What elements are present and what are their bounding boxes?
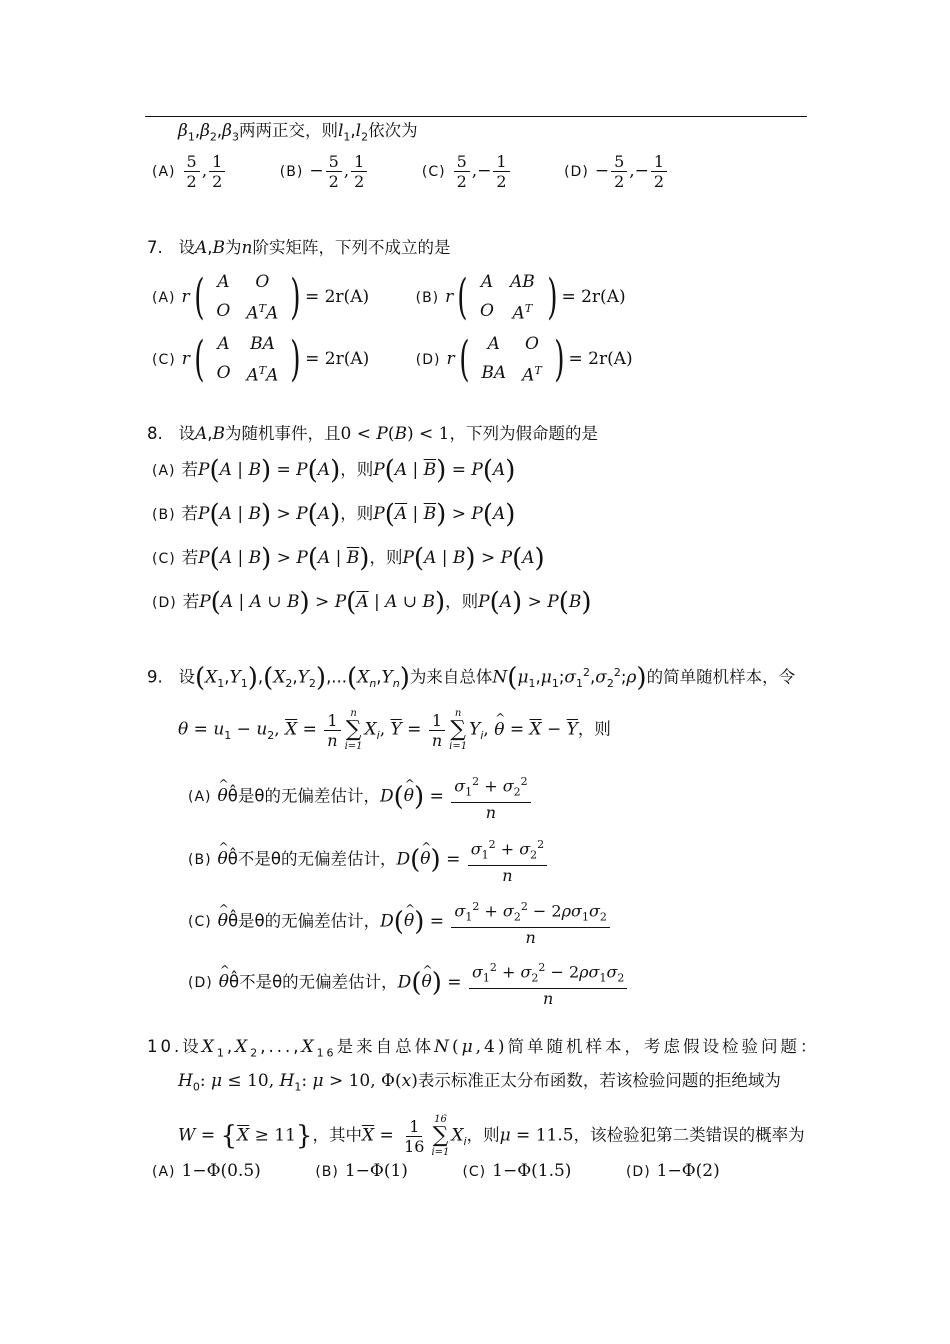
q9-stem: 9. 设$(X_1,Y_1),(X_2,Y_2),...(X_n,Y_n)$为来自总体$N(\mu_1,\mu_1;\sigma_1^2,\sigma_2^2;\rho)$的简单随机样本，令: [147, 663, 796, 693]
q9-option-d[interactable]: (D) ^ θθ̂不是θ的无偏差估计，D(^ θ) = $\frac{\sigma_1^2 + \sigma_2^2 - 2\rho\sigma_1\sigma_2}{n}$: [188, 958, 629, 1008]
q7-option-a[interactable]: (A) r ( A O O $A^TA$ ) = 2r(A): [152, 269, 370, 326]
q9-option-a[interactable]: (A) ^ θθ̂是θ的无偏差估计，D(^ θ) = $\frac{\sigma_1^2 + \sigma_2^2}{n}$: [188, 772, 533, 822]
q6-option-c[interactable]: (C) $\frac{5}{2}$ ,− $\frac{1}{2}$: [422, 161, 512, 180]
q8-option-a[interactable]: (A) 若P(A | B) = P(A)，则P(A | $\overline{B}) = P(A)$: [152, 455, 516, 486]
q8-option-c[interactable]: (C) 若P(A | B) > P(A | $\overline{B}$)，则P(A | B) > P(A): [152, 543, 545, 574]
q6-option-d[interactable]: (D) − $\frac{5}{2}$ ,− $\frac{1}{2}$: [564, 161, 669, 180]
q7-row-1: [152, 268, 626, 327]
q10-stem-1: 10.设$X_1,X_2,...,X_{16}$是来自总体N(μ,4)简单随机样本，考虑假设检验问题：: [147, 1037, 820, 1060]
q10-stem-3: $W = \{\overline{X} \ge 11\}$，其中$\overline{X}$ = $\frac{1}{16}$ 16 ∑ i=1 $X_i$，则μ = 11.5，该检验犯第二类错误的概率为: [178, 1114, 805, 1158]
q9-option-b[interactable]: (B) ^ θθ̂不是θ的无偏差估计，D(^ θ) = $\frac{\sigma_1^2 + \sigma_2^2}{n}$: [188, 835, 549, 885]
q6-option-a[interactable]: (A) $\frac{5}{2}$ , $\frac{1}{2}$: [152, 161, 227, 180]
q10-options: [152, 1160, 720, 1183]
q8-option-b[interactable]: (B) 若P(A | B) > P(A)，则$P(\overline{A}$ | $\overline{B}) > P(A)$: [152, 499, 516, 530]
header-rule: [145, 116, 807, 117]
q7-option-d[interactable]: (D) r ( A O BA $A^T$ ) = 2r(A): [415, 331, 633, 388]
q7-row-2: [152, 330, 633, 389]
q8-option-d[interactable]: (D) 若P(A | A ∪ $B) > P(\overline{A}$ | A ∪ B)，则P(A) > P(B): [152, 587, 592, 618]
q9-option-c[interactable]: (C) ^ θθ̂是θ的无偏差估计，D(^ θ) = $\frac{\sigma_1^2 + \sigma_2^2 - 2\rho\sigma_1\sigma_2}{n}$: [188, 897, 612, 947]
q10-option-b[interactable]: (B) 1−Φ(1): [315, 1161, 408, 1181]
q10-option-a[interactable]: (A) 1−Φ(0.5): [152, 1161, 261, 1181]
q7-option-c[interactable]: (C) r ( A BA O $A^TA$ ) = 2r(A): [152, 331, 370, 388]
q8-stem: 8. 设A,B为随机事件，且0 < P(B) < 1，下列为假命题的是: [147, 424, 598, 444]
q6-options: [152, 152, 669, 191]
q10-option-d[interactable]: (D) 1−Φ(2): [625, 1161, 720, 1181]
q10-option-c[interactable]: (C) 1−Φ(1.5): [462, 1161, 572, 1181]
q10-stem-2: $H_0$: μ ≤ 10, $H_1$: μ > 10, Φ(x)表示标准正太分布函数，若该检验问题的拒绝域为: [178, 1071, 781, 1094]
q7-option-b[interactable]: (B) r ( A AB O $A^T$ ) = 2r(A): [415, 269, 626, 326]
q6-fragment: $\beta_1,\beta_2,\beta_3$两两正交，则$l_1,l_2$依次为: [178, 121, 418, 144]
q6-option-b[interactable]: (B) − $\frac{5}{2}$ , $\frac{1}{2}$: [280, 161, 370, 180]
q7-stem: 7. 设A,B为n阶实矩阵，下列不成立的是: [147, 238, 451, 258]
q9-definitions: $\theta = u_1 - u_2$, $\overline{X}$ = $\frac{1}{n}$ n ∑ i=1 $X_i$, $\overline{Y}$ = $\frac{1}{n}$ n ∑ i=1 $Y_i$, ^ $\theta = \overline{X} - \overline{Y}$，则: [178, 708, 611, 752]
